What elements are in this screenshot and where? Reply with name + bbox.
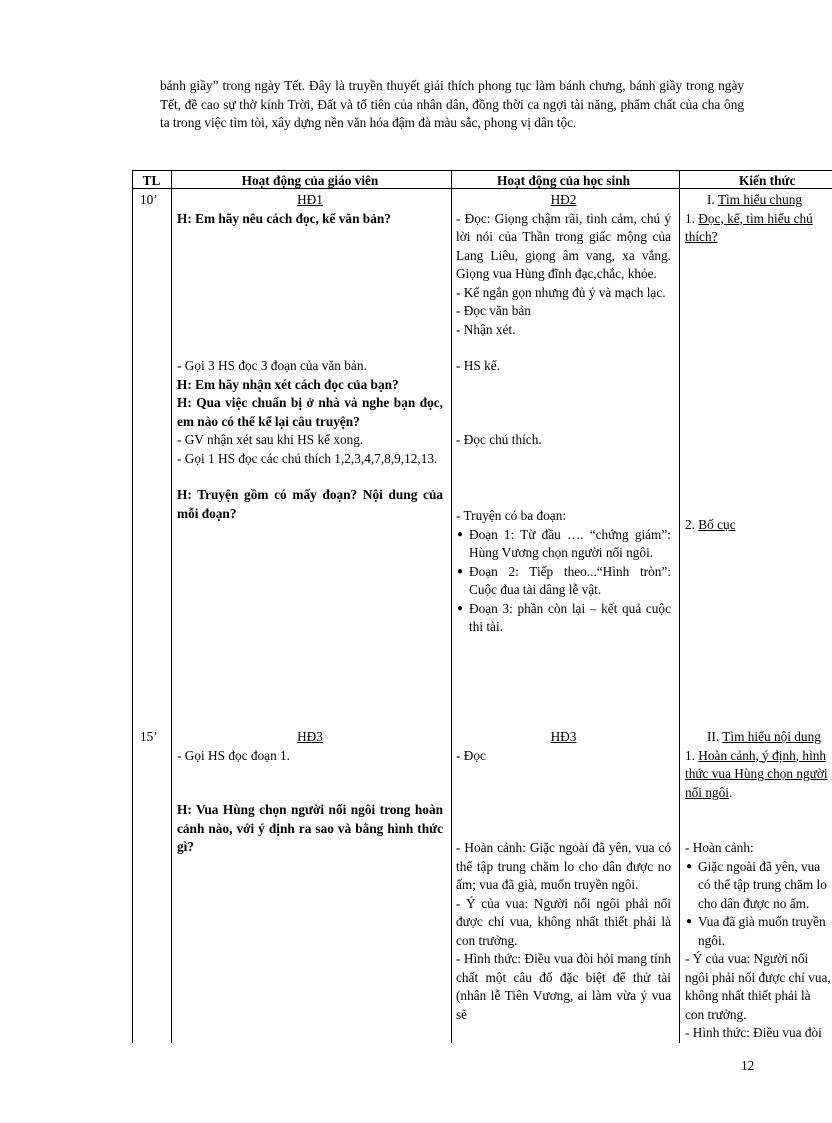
section-heading: I. Tìm hiểu chung [707, 192, 803, 207]
subsection-heading-cont: thức vua Hùng chọn người [685, 766, 828, 781]
knowledge-line: ngôi phải nối được chí vua, [685, 969, 831, 985]
table-header-row [132, 170, 832, 188]
row1-knowledge-cell [679, 189, 832, 534]
question: H: Vua Hùng chọn người nối ngôi trong hoàn cảnh nào, với ý định ra sao và bằng hình thức gì? [177, 802, 443, 854]
question: H: Em hãy nêu cách đọc, kể văn bản? [177, 210, 391, 226]
lesson-table [132, 170, 832, 1043]
row2-student-cell [451, 726, 679, 1024]
table-row [132, 189, 832, 729]
student-answer: - Đọc chú thích. [456, 431, 542, 447]
list-item: ● Đoạn 2: Tiếp theo...“Hình tròn”: Cuộc đua tài dâng lễ vật. [456, 563, 671, 600]
student-answer: - Nhận xét. [456, 321, 516, 337]
intro-paragraph: bánh giầy” trong ngày Tết. Đây là truyền thuyết giải thích phong tục làm bánh chưng, bánh giầy trong ngày Tết, đề cao sự thờ kính Trời, Đất và tổ tiên của nhân dân, đồng thời ca ngợi tài năng, phẩm chất của cha ông ta trong việc tìm tòi, xây dựng nền văn hóa đậm đà màu sắc, phong vị dân tộc. [160, 78, 744, 130]
list-item: ● Đoạn 1: Từ đầu …. “chứng giám”: Hùng Vương chọn người nối ngôi. [456, 526, 671, 563]
question: H: Qua việc chuẩn bị ở nhà và nghe bạn đọc, em nào có thể kể lại câu truyện? [177, 395, 443, 429]
instruction: - GV nhận xét sau khi HS kể xong. [177, 432, 364, 447]
header-teacher: Hoạt động của giáo viên [241, 173, 379, 188]
list-item: ● Đoạn 3: phần còn lại – kết quả cuộc thi tài. [456, 600, 671, 637]
table-row [132, 726, 832, 1043]
student-answer: - Hoàn cảnh: Giặc ngoài đã yên, vua có thể tập trung chăm lo cho dân được no ấm; vua đã già, muốn truyền ngôi. [456, 840, 671, 892]
subsection-heading-cont: thích? [685, 229, 718, 244]
student-answer: - Truyện có ba đoạn: [456, 508, 567, 523]
student-answer: - Đọc [456, 747, 486, 763]
instruction: - Gọi 3 HS đọc 3 đoạn của văn bản. [177, 358, 367, 373]
list-item: ● Vua đã già muốn truyền [685, 913, 832, 932]
row1-time: 10’ [140, 192, 158, 207]
page-number: 12 [741, 1058, 755, 1073]
subsection-heading: 1. Hoàn cảnh, ý định, hình [685, 747, 827, 763]
list-item-cont: cho dân được no ấm. [698, 895, 810, 911]
knowledge-line: - Hình thức: Điều vua đòi [685, 1025, 822, 1040]
knowledge-line: con trưởng. [685, 1006, 747, 1022]
question: H: Em hãy nhận xét cách đọc của bạn? [177, 376, 399, 392]
row1-student-cell [451, 189, 679, 637]
student-answer: - Hình thức: Điều vua đòi hỏi mang tính chất một câu đố đặc biệt để thử tài (nhân lễ Tiên Vương, ai làm vừa ý vua sẽ [456, 951, 671, 1022]
subsection-heading: 1. Đọc, kể, tìm hiểu chú [685, 210, 813, 226]
student-answer: - HS kể. [456, 358, 500, 373]
header-knowledge: Kiến thức [739, 173, 796, 188]
list-item: ● Giặc ngoài đã yên, vua [685, 858, 832, 877]
instruction: - Gọi HS đọc đoạn 1. [177, 747, 291, 763]
row2-knowledge-cell [679, 726, 832, 1043]
list-item-cont: có thể tập trung chăm lo [698, 877, 827, 892]
activity-label: HĐ1 [297, 192, 323, 207]
knowledge-line: không nhất thiết phải là [685, 988, 811, 1003]
row2-time: 15’ [140, 729, 158, 744]
activity-label: HĐ2 [550, 192, 577, 207]
student-answer: - Đọc văn bản [456, 303, 531, 318]
row2-teacher-cell [171, 726, 451, 857]
student-answer: - Kể ngắn gọn nhưng đủ ý và mạch lạc. [456, 284, 666, 300]
instruction: - Gọi 1 HS đọc các chú thích 1,2,3,4,7,8,9,12,13. [177, 450, 438, 466]
question: H: Truyện gồm có mấy đoạn? Nội dung của mỗi đoạn? [177, 487, 443, 521]
knowledge-line: - Hoàn cảnh: [685, 840, 754, 855]
row1-teacher-cell [171, 189, 451, 523]
activity-label: HĐ3 [550, 729, 577, 744]
header-tl: TL [142, 173, 161, 188]
subsection-heading: 2. Bố cục [685, 516, 736, 532]
activity-label: HĐ3 [297, 729, 323, 744]
header-student: Hoạt động của học sinh [496, 173, 630, 188]
student-answer: - Đọc: Giọng chậm rãi, tình cảm, chú ý lời nói của Thần trong giấc mộng của Lang Liêu, giọng âm vang, xa vắng. Giọng vua Hùng đĩnh đạc,chắc, khỏe. [456, 210, 671, 281]
list-item-cont: ngôi. [698, 932, 725, 948]
student-answer: - Ý của vua: Người nối ngôi phải nối được chí vua, không nhất thiết phải là con trưởng. [456, 895, 671, 948]
section-heading: II. Tìm hiểu nội dung [707, 729, 821, 744]
knowledge-line: - Ý của vua: Người nối [685, 951, 809, 966]
subsection-heading-cont: nối ngôi. [685, 784, 733, 800]
